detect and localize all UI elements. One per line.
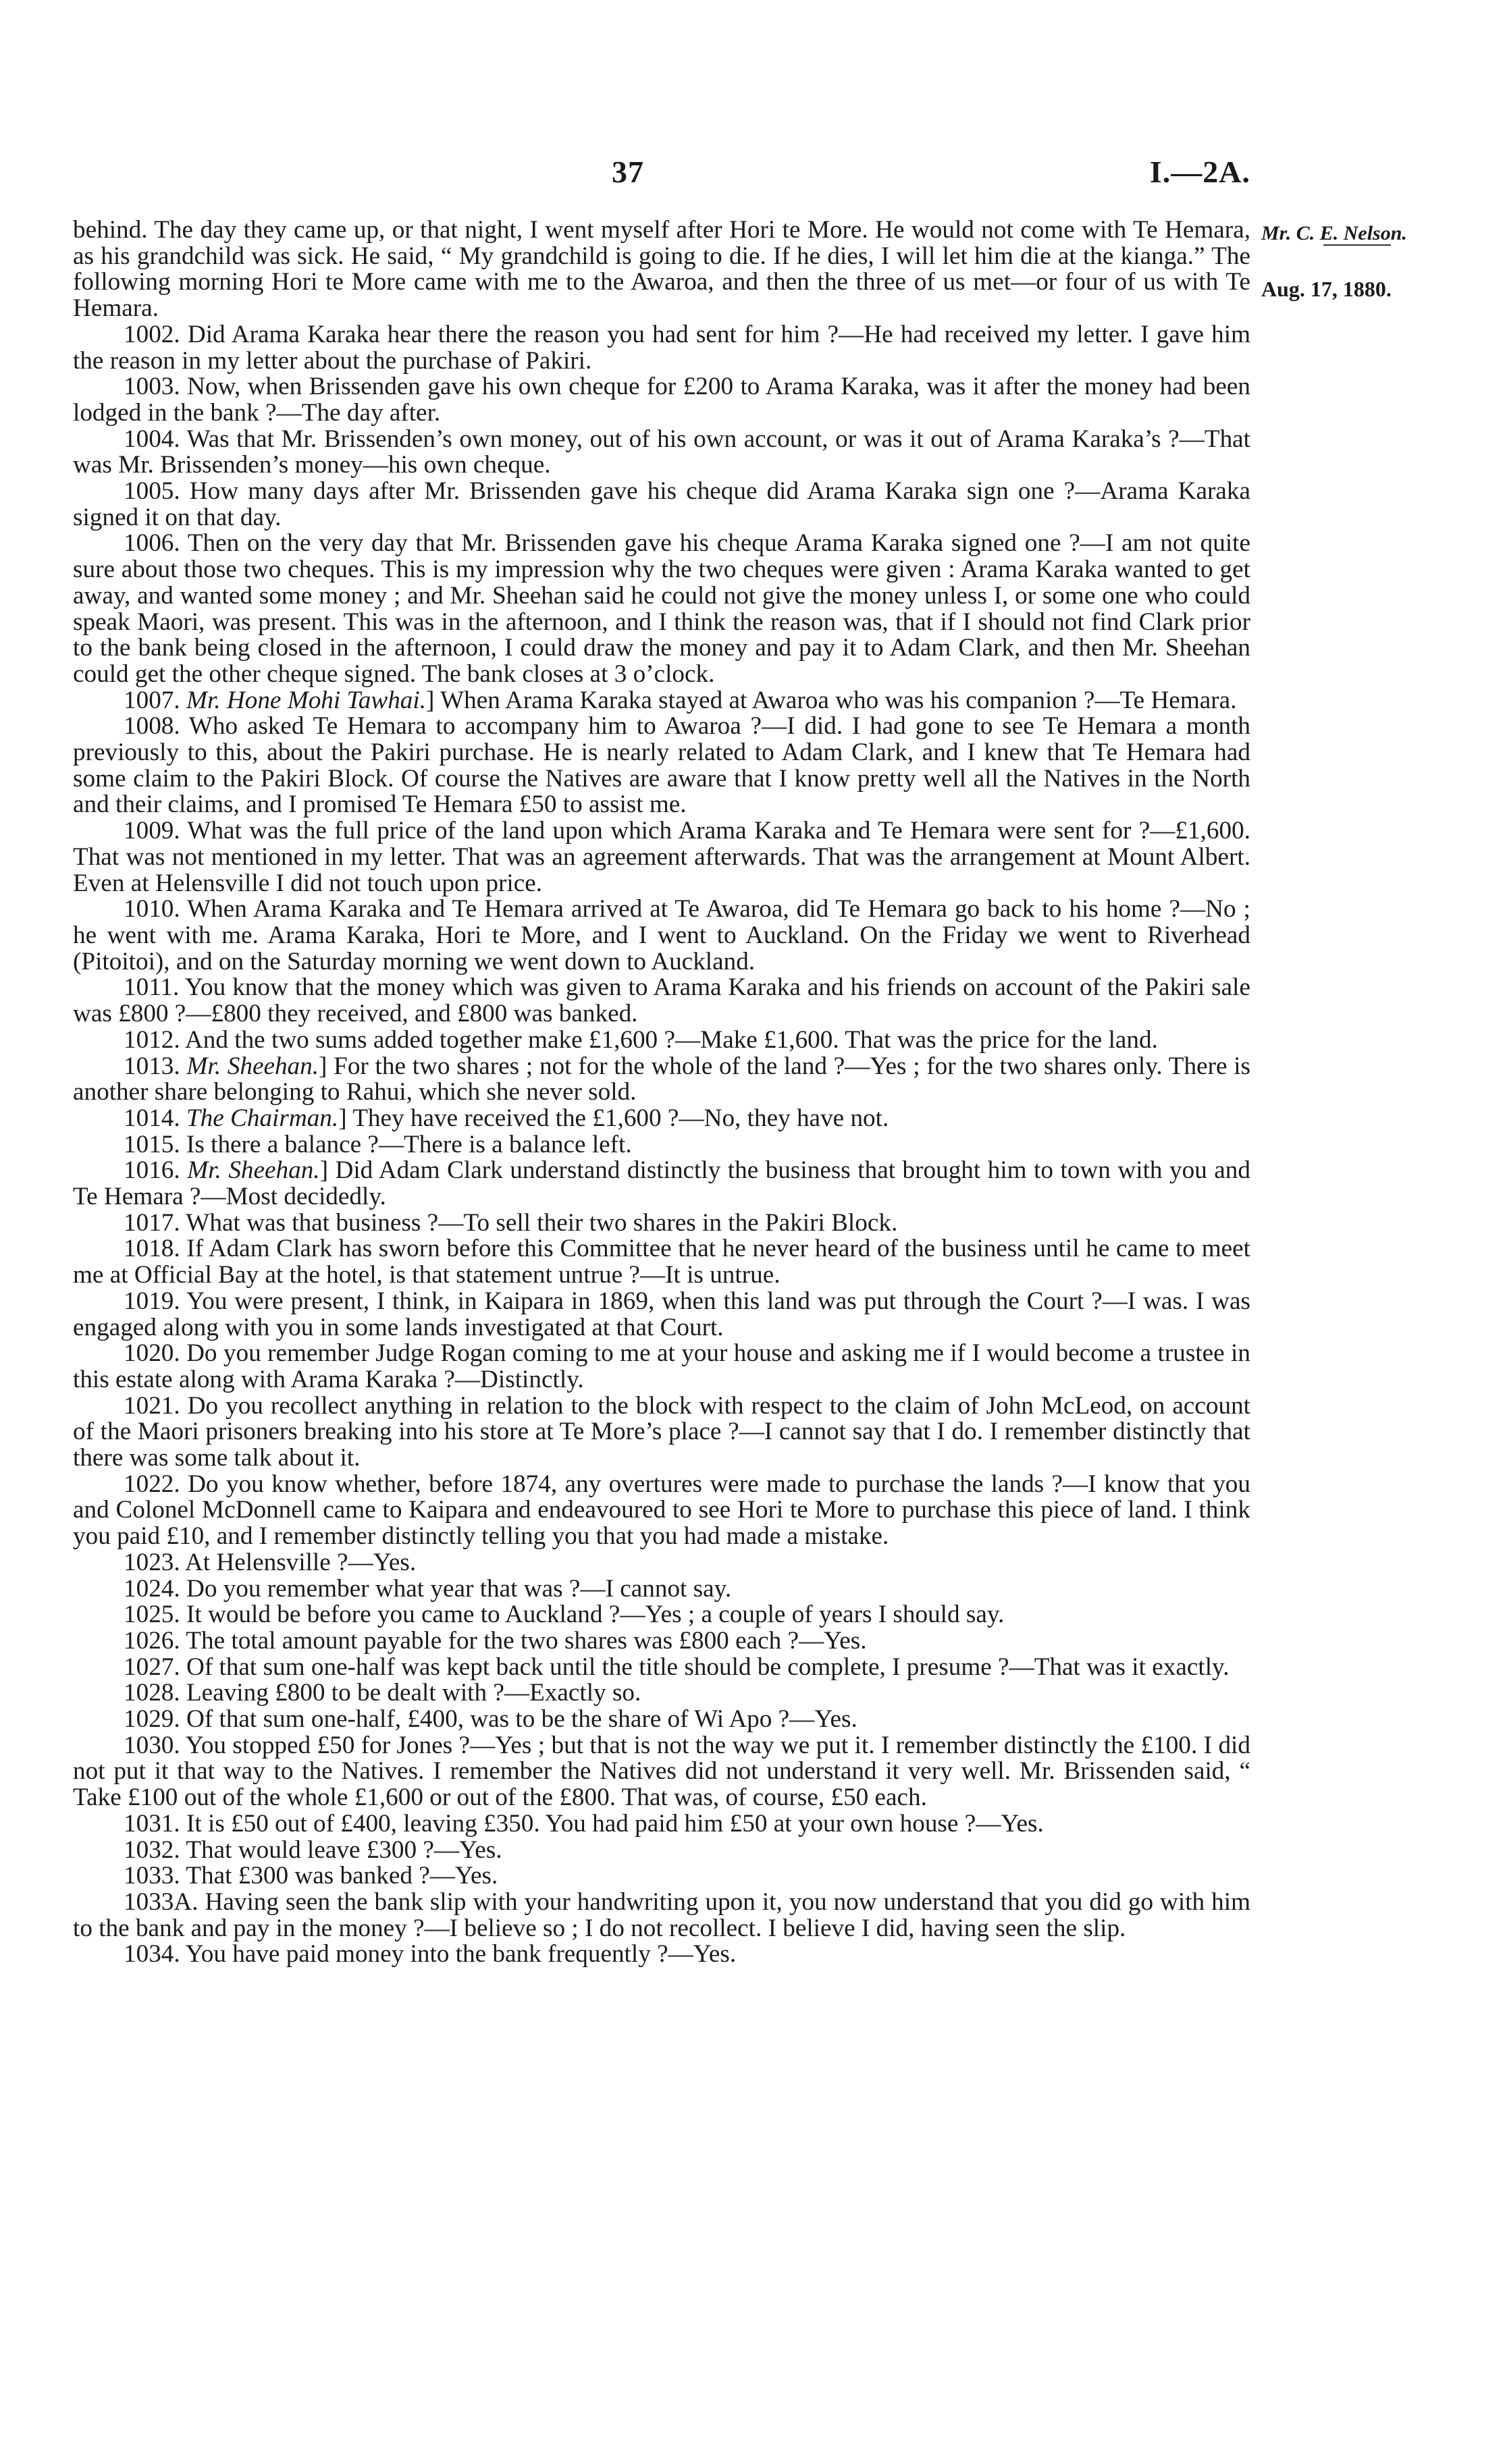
paragraph: 1012. And the two sums added together make £1,600 ?—Make £1,600. That was the price for the land. [124,1025,1158,1054]
paragraph: 1016. Mr. Sheehan.] Did Adam Clark understand distinctly the business that brought him to town with you and Te Hemara ?—Most decidedly. [73,1156,1250,1211]
margin-witness-name: Mr. C. E. Nelson. [1261,222,1407,244]
margin-date: Aug. 17, 1880. [1261,277,1392,301]
paragraph: 1015. Is there a balance ?—There is a balance left. [124,1130,632,1158]
speaker-name: The Chairman. [186,1104,339,1132]
paragraph: 1004. Was that Mr. Brissenden’s own money, out of his own account, or was it out of Arama Karaka’s ?—That was Mr. Brissenden’s money—his own cheque. [73,425,1250,479]
paragraph: 1006. Then on the very day that Mr. Brissenden gave his cheque Arama Karaka signed one ?—I am not quite sure about those two cheques. This is my impression why the two cheques were given : Arama Karaka wanted to get away, and wanted some money ; and Mr. Sheehan said he could not give the money unless I, or some one who could speak Maori, was present. This was in the afternoon, and I think the reason was, that if I should not find Clark prior to the bank being closed in the afternoon, I could draw the money and pay it to Adam Clark, and then Mr. Sheehan could get the other cheque signed. The bank closes at 3 o’clock. [73,529,1250,688]
testimony-body [73,217,1250,1968]
speaker-name: Mr. Sheehan. [187,1156,320,1185]
paragraph: 1028. Leaving £800 to be dealt with ?—Exactly so. [124,1679,641,1707]
page-number: 37 [612,155,644,189]
paragraph: 1023. At Helensville ?—Yes. [124,1548,417,1576]
paragraph: 1021. Do you recollect anything in relation to the block with respect to the claim of John McLeod, on account of the Maori prisoners breaking into his store at Te More’s place ?—I cannot say that I do. I remember distinctly that there was some talk about it. [73,1391,1250,1472]
paragraph: 1029. Of that sum one-half, £400, was to be the share of Wi Apo ?—Yes. [124,1705,857,1734]
paragraph: 1005. How many days after Mr. Brissenden gave his cheque did Arama Karaka sign one ?—Arama Karaka signed it on that day. [73,477,1250,531]
paragraph: 1027. Of that sum one-half was kept back until the title should be complete, I presume ?—That was it exactly. [124,1653,1230,1681]
paragraph: 1033A. Having seen the bank slip with your handwriting upon it, you now understand that you did go with him to the bank and pay in the money ?—I believe so ; I do not recollect. I believe I did, having seen the slip. [73,1888,1250,1942]
paragraph: behind. The day they came up, or that night, I went myself after Hori te More. He would not come with Te Hemara, as his grandchild was sick. He said, “ My grandchild is going to die. If he dies, I will let him die at the kianga.” The following morning Hori te More came with me to the Awaroa, and then the three of us met—or four of us with Te Hemara. [73,216,1250,323]
paragraph: 1020. Do you remember Judge Rogan coming to me at your house and asking me if I would become a trustee in this estate along with Arama Karaka ?—Distinctly. [73,1339,1250,1393]
paragraph: 1011. You know that the money which was given to Arama Karaka and his friends on account of the Pakiri sale was £800 ?—£800 they received, and £800 was banked. [73,973,1250,1028]
paragraph: 1026. The total amount payable for the two shares was £800 each ?—Yes. [124,1626,867,1655]
paragraph: 1018. If Adam Clark has sworn before this Committee that he never heard of the business until he came to meet me at Official Bay at the hotel, is that statement untrue ?—It is untrue. [73,1235,1250,1289]
paragraph: 1032. That would leave £300 ?—Yes. [124,1836,502,1864]
document-reference: I.—2A. [1149,155,1250,189]
paragraph: 1017. What was that business ?—To sell their two shares in the Pakiri Block. [124,1208,898,1237]
paragraph: 1009. What was the full price of the land upon which Arama Karaka and Te Hemara were sent for ?—£1,600. That was not mentioned in my letter. That was an agreement afterwards. That was the arrangement at Mount Albert. Even at Helensville I did not touch upon price. [73,817,1250,897]
paragraph: 1033. That £300 was banked ?—Yes. [124,1862,498,1890]
paragraph: 1019. You were present, I think, in Kaipara in 1869, when this land was put through the Court ?—I was. I was engaged along with you in some lands investigated at that Court. [73,1287,1250,1341]
paragraph: 1034. You have paid money into the bank frequently ?—Yes. [124,1940,737,1968]
paragraph: 1002. Did Arama Karaka hear there the reason you had sent for him ?—He had received my letter. I gave him the reason in my letter about the purchase of Pakiri. [73,320,1250,375]
paragraph: 1031. It is £50 out of £400, leaving £350. You had paid him £50 at your own house ?—Yes. [124,1809,1044,1838]
speaker-name: Mr. Hone Mohi Tawhai. [186,686,427,714]
paragraph: 1008. Who asked Te Hemara to accompany him to Awaroa ?—I did. I had gone to see Te Hemara a month previously to this, about the Pakiri purchase. He is nearly related to Adam Clark, and I knew that Te Hemara had some claim to the Pakiri Block. Of course the Natives are aware that I know pretty well all the Natives in the North and their claims, and I promised Te Hemara £50 to assist me. [73,712,1250,819]
paragraph: 1014. The Chairman.] They have received the £1,600 ?—No, they have not. [124,1104,889,1132]
paragraph: 1007. Mr. Hone Mohi Tawhai.] When Arama Karaka stayed at Awaroa who was his companion ?—Te Hemara. [124,686,1237,714]
speaker-name: Mr. Sheehan. [186,1052,319,1080]
paragraph: 1010. When Arama Karaka and Te Hemara arrived at Te Awaroa, did Te Hemara go back to his home ?—No ; he went with me. Arama Karaka, Hori te More, and I went to Auckland. On the Friday we went to Riverhead (Pitoitoi), and on the Saturday morning we went down to Auckland. [73,895,1250,975]
paragraph: 1025. It would be before you came to Auckland ?—Yes ; a couple of years I should say. [124,1601,1005,1629]
margin-divider [1323,244,1391,246]
paragraph: 1030. You stopped £50 for Jones ?—Yes ; but that is not the way we put it. I remember distinctly the £100. I did not put it that way to the Natives. I remember the Natives did not understand it very well. Mr. Brissenden said, “ Take £100 out of the whole £1,600 or out of the £800. That was, of course, £50 each. [73,1731,1250,1812]
paragraph: 1024. Do you remember what year that was ?—I cannot say. [124,1574,732,1603]
paragraph: 1022. Do you know whether, before 1874, any overtures were made to purchase the lands ?—I know that you and Colonel McDonnell came to Kaipara and endeavoured to see Hori te More to purchase this piece of land. I think you paid £10, and I remember distinctly telling you that you had made a mistake. [73,1470,1250,1551]
paragraph: 1003. Now, when Brissenden gave his own cheque for £200 to Arama Karaka, was it after the money had been lodged in the bank ?—The day after. [73,373,1250,427]
paragraph: 1013. Mr. Sheehan.] For the two shares ; not for the whole of the land ?—Yes ; for the two shares only. There is another share belonging to Rahui, which she never sold. [73,1052,1250,1106]
